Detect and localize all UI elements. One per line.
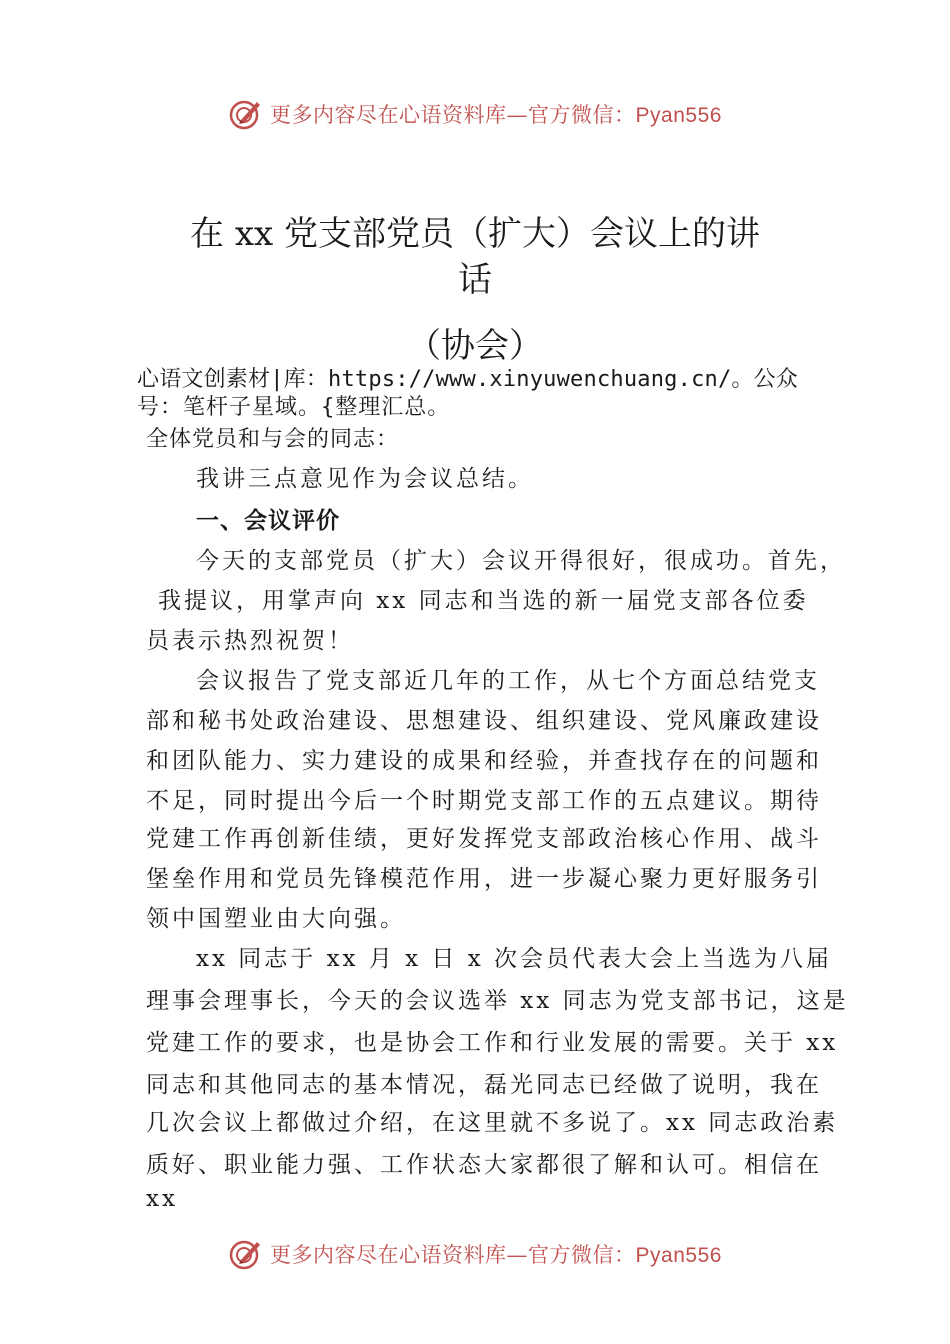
paragraph-line: 堡垒作用和党员先锋模范作用，进一步凝心聚力更好服务引	[146, 866, 822, 892]
paragraph-line: 会议报告了党支部近几年的工作，从七个方面总结党支	[196, 668, 820, 694]
footer-banner-id: Pyan556	[635, 1244, 722, 1267]
paragraph-line: 党建工作再创新佳绩，更好发挥党支部政治核心作用、战斗	[146, 826, 822, 852]
paragraph-line: 理事会理事长，今天的会议选举 xx 同志为党支部书记，这是	[146, 988, 849, 1014]
source-line-2: 号：笔杆子星域。{整理汇总。	[137, 395, 451, 420]
paragraph-line: 领中国塑业由大向强。	[146, 906, 406, 932]
paragraph-line: 和团队能力、实力建设的成果和经验，并查找存在的问题和	[146, 748, 822, 774]
pen-nib-logo-icon	[228, 1236, 264, 1272]
paragraph-line: 质好、职业能力强、工作状态大家都很了解和认可。相信在	[146, 1152, 822, 1178]
footer-banner-text: 更多内容尽在心语资料库—官方微信：Pyan556	[270, 1243, 722, 1267]
paragraph-line: 几次会议上都做过介绍，在这里就不多说了。xx 同志政治素	[146, 1110, 839, 1136]
document-title-line2: 话	[458, 260, 492, 300]
paragraph-line: 党建工作的要求，也是协会工作和行业发展的需要。关于 xx	[146, 1030, 839, 1056]
footer-banner	[0, 1234, 950, 1274]
paragraph-line: 今天的支部党员（扩大）会议开得很好，很成功。首先，	[196, 548, 846, 574]
source-line-1: 心语文创素材|库：https://www.xinyuwenchuang.cn/。公众	[137, 367, 798, 392]
section-heading: 一、会议评价	[196, 508, 340, 534]
document-subtitle: （协会）	[407, 326, 543, 366]
paragraph-line: 员表示热烈祝贺！	[146, 628, 354, 654]
paragraph-line: 不足，同时提出今后一个时期党支部工作的五点建议。期待	[146, 788, 822, 814]
paragraph-line: 部和秘书处政治建设、思想建设、组织建设、党风廉政建设	[146, 708, 822, 734]
paragraph-line: xx 同志于 xx 月 x 日 x 次会员代表大会上当选为八届	[196, 946, 833, 972]
header-banner-text: 更多内容尽在心语资料库—官方微信：Pyan556	[270, 103, 722, 127]
header-banner-id: Pyan556	[635, 104, 722, 127]
greeting: 全体党员和与会的同志：	[146, 427, 400, 452]
paragraph-line: 我提议，用掌声向 xx 同志和当选的新一届党支部各位委	[158, 588, 809, 614]
document-title-line1: 在 xx 党支部党员（扩大）会议上的讲	[190, 214, 760, 254]
header-banner	[0, 94, 950, 134]
pen-nib-logo-icon	[228, 96, 264, 132]
paragraph-line: xx	[146, 1186, 178, 1212]
paragraph-line: 同志和其他同志的基本情况，磊光同志已经做了说明，我在	[146, 1072, 822, 1098]
intro-text: 我讲三点意见作为会议总结。	[196, 466, 534, 492]
